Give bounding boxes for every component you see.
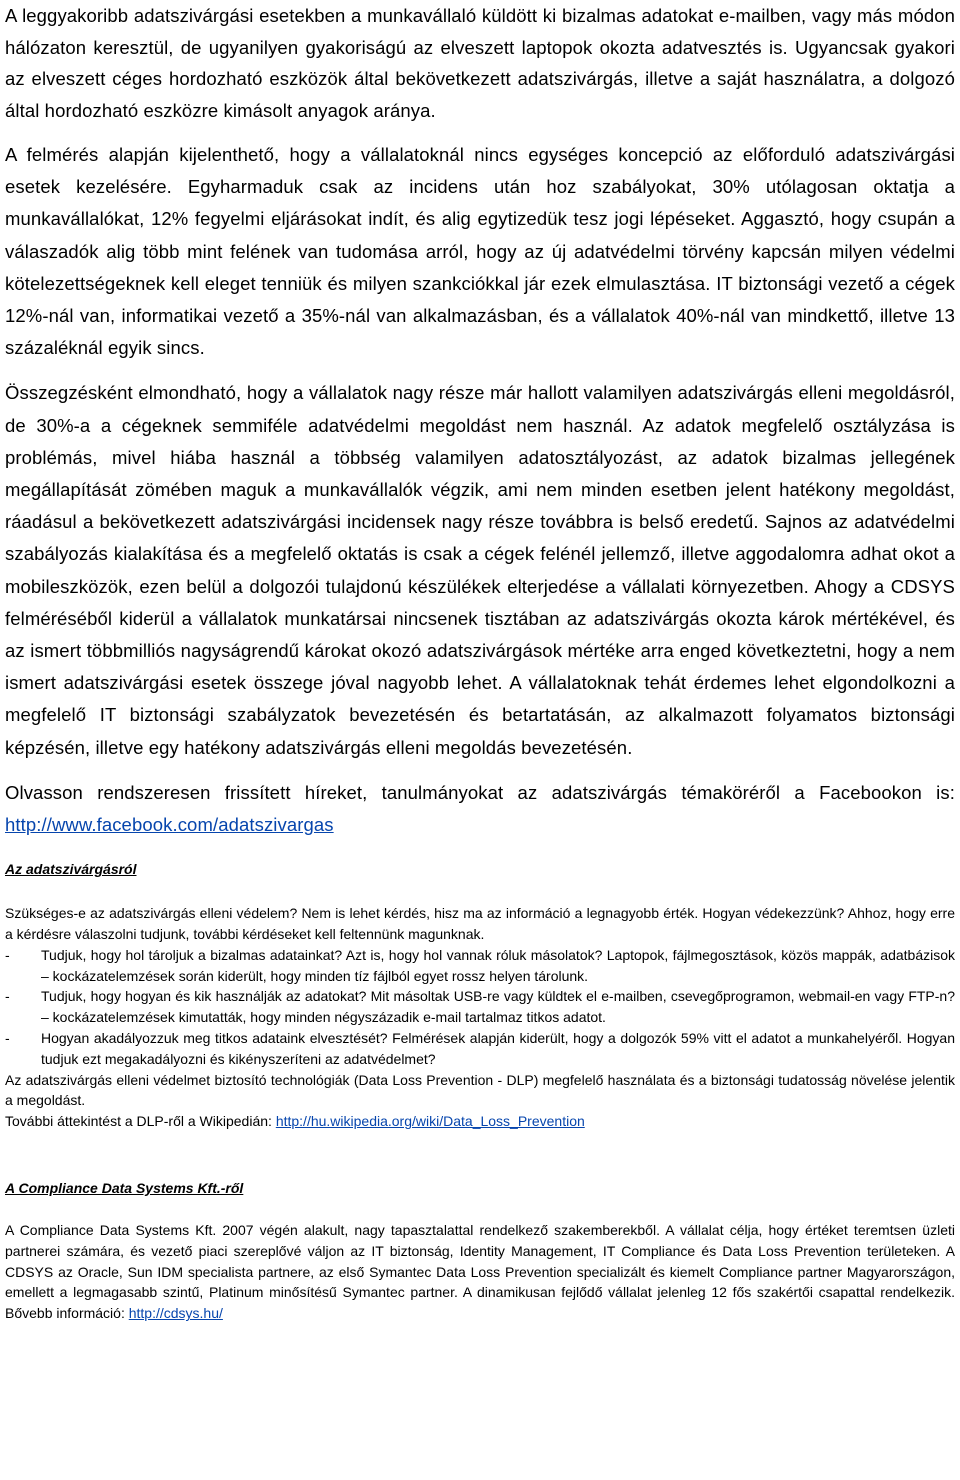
paragraph-survey-findings: A felmérés alapján kijelenthető, hogy a vállalatoknál nincs egységes koncepció az előforduló adatszivárgási esetek kezelésére. Egyharmaduk csak az incidens után hoz szabályokat, 30% utólagosan oktatja a munkavállalókat, 12% fegyelmi eljárásokat indít, és alig egytizedük tesz jogi lépéseket. Aggasztó, hogy csupán a válaszadók alig több mint felének van tudomása arról, hogy az új adatvédelmi törvény kapcsán milyen védelmi kötelezettségeknek kell eleget tenniük és milyen szankciókkal jár ezek elmulasztása. IT biztonsági vezető a cégek 12%-nál van, informatikai vezető a 35%-nál van alkalmazásban, és a vállalatok 40%-nál van mindkettő, illetve 13 százaléknál egyik sincs.: [5, 144, 955, 359]
paragraph-company: [5, 1220, 955, 1324]
dash-bullet: -: [5, 988, 10, 1005]
paragraph-facebook: [5, 777, 955, 841]
list-item-text: Hogyan akadályozzuk meg titkos adataink elvesztését? Felmérések alapján kiderült, hogy a dolgozók 59% vitt el adatot a munkahelyéről. Hogyan tudjuk ezt megakadályozni és kikényszeríteni az adatvédelmet?: [41, 1030, 955, 1067]
list-item: [5, 1028, 955, 1070]
paragraph-dlp: Az adatszivárgás elleni védelmet biztosító technológiák (Data Loss Prevention - DLP) megfelelő használata és a biztonsági tudatosság növelése jelentik a megoldást.: [5, 1071, 955, 1109]
paragraph-protection-intro: Szükséges-e az adatszivárgás elleni védelem? Nem is lehet kérdés, hisz ma az információ a legnagyobb érték. Hogyan védekezzünk? Ahhoz, hogy erre a kérdésre válaszolni tudjunk, további kérdéseket kell feltennünk magunknak.: [5, 905, 955, 943]
dash-bullet: -: [5, 1030, 10, 1047]
paragraph-wikipedia: [5, 1111, 955, 1132]
wikipedia-link[interactable]: http://hu.wikipedia.org/wiki/Data_Loss_Prevention: [275, 1113, 585, 1130]
heading-about-company: A Compliance Data Systems Kft.-ről: [5, 1180, 244, 1197]
facebook-link[interactable]: http://www.facebook.com/adatszivargas: [5, 814, 334, 836]
paragraph-data-leak-cases: A leggyakoribb adatszivárgási esetekben a munkavállaló küldött ki bizalmas adatokat e-mailben, vagy más módon hálózaton keresztül, de ugyanilyen gyakoriságú az elveszett laptopok okozta adatvesztés is. Ugyancsak gyakori az elveszett céges hordozható eszközök által bekövetkezett adatszivárgás, illetve a saját használatra, a dolgozó által hordozható eszközre kimásolt anyagok aránya.: [5, 5, 955, 121]
paragraph-summary: Összegzésként elmondható, hogy a vállalatok nagy része már hallott valamilyen adatszivárgás elleni megoldásról, de 30%-a a cégeknek semmiféle adatvédelmi megoldást nem használ. Az adatok megfelelő osztályzása is problémás, mivel hiába használ a többség valamilyen adatosztályozást, az adatok bizalmas jellegének megállapítását zömében maguk a munkavállalók végzik, ami nem minden esetben jelent hatékony megoldást, ráadásul a bekövetkezett adatszivárgási incidensek nagy része továbbra is belső eredetű. Sajnos az adatvédelmi szabályozás kialakítása és a megfelelő oktatás is csak a cégek felénél jellemző, illetve aggodalomra adhat okot a mobileszközök, ezen belül a dolgozói tulajdonú készülékek elterjedése a vállalati környezetben. Ahogy a CDSYS felméréséből kiderül a vállalatok munkatársai nincsenek tisztában az adatszivárgás okozta károk mértékével, és az ismert többmilliós nagyságrendű károkat okozó adatszivárgások mértéke arra enged következtetni, hogy a nem ismert adatszivárgási esetek összege jóval nagyobb lehet. A vállalatoknak tehát érdemes lehet elgondolkozni a megfelelő IT biztonsági szabályzatok bevezetésén és betartatásán, az alkalmazott folyamatos biztonsági képzésén, illetve egy hatékony adatszivárgás elleni megoldás bevezetésén.: [5, 382, 955, 758]
list-item: [5, 986, 955, 1028]
wikipedia-text: További áttekintést a DLP-ről a Wikipedián:: [5, 1113, 272, 1130]
dash-bullet: -: [5, 946, 10, 963]
list-item-text: Tudjuk, hogy hogyan és kik használják az adatokat? Mit másoltak USB-re vagy küldtek el e-mailben, csevegőprogramon, webmail-en vagy FTP-n? – kockázatelemzések kimutatták, hogy minden négyszázadik e-mail tartalmaz titkos adatot.: [41, 988, 955, 1026]
question-list: [5, 945, 955, 1070]
facebook-text: Olvasson rendszeresen frissített híreket, tanulmányokat az adatszivárgás témaköréről a Facebookon is:: [5, 781, 955, 803]
company-text: A Compliance Data Systems Kft. 2007 végén alakult, nagy tapasztalattal rendelkező szakemberekből. A vállalat célja, hogy értéket teremtsen üzleti partnerei számára, és vezető piaci szereplővé váljon az IT biztonság, Identity Management, IT Compliance és Data Loss Prevention területeken. A CDSYS az Oracle, Sun IDM specialista partnere, az első Symantec Data Loss Prevention specializált és kiemelt Compliance partner Magyarországon, emellett a legmagasabb szintű, Platinum minősítésű Symantec partner. A dinamikusan fejlődő vállalat jelenleg 12 fős szakértői csapattal rendelkezik. Bővebb információ:: [5, 1222, 955, 1322]
company-link[interactable]: http://cdsys.hu/: [128, 1305, 223, 1322]
list-item: [5, 945, 955, 987]
heading-about-data-leakage: Az adatszivárgásról: [5, 861, 137, 878]
list-item-text: Tudjuk, hogy hol tároljuk a bizalmas adatainkat? Azt is, hogy hol vannak róluk másolatok? Laptopok, fájlmegosztások, közös mappák, adatbázisok – kockázatelemzések során kiderült, hogy minden tíz fájlból egyet rossz helyen tárolunk.: [41, 946, 955, 984]
